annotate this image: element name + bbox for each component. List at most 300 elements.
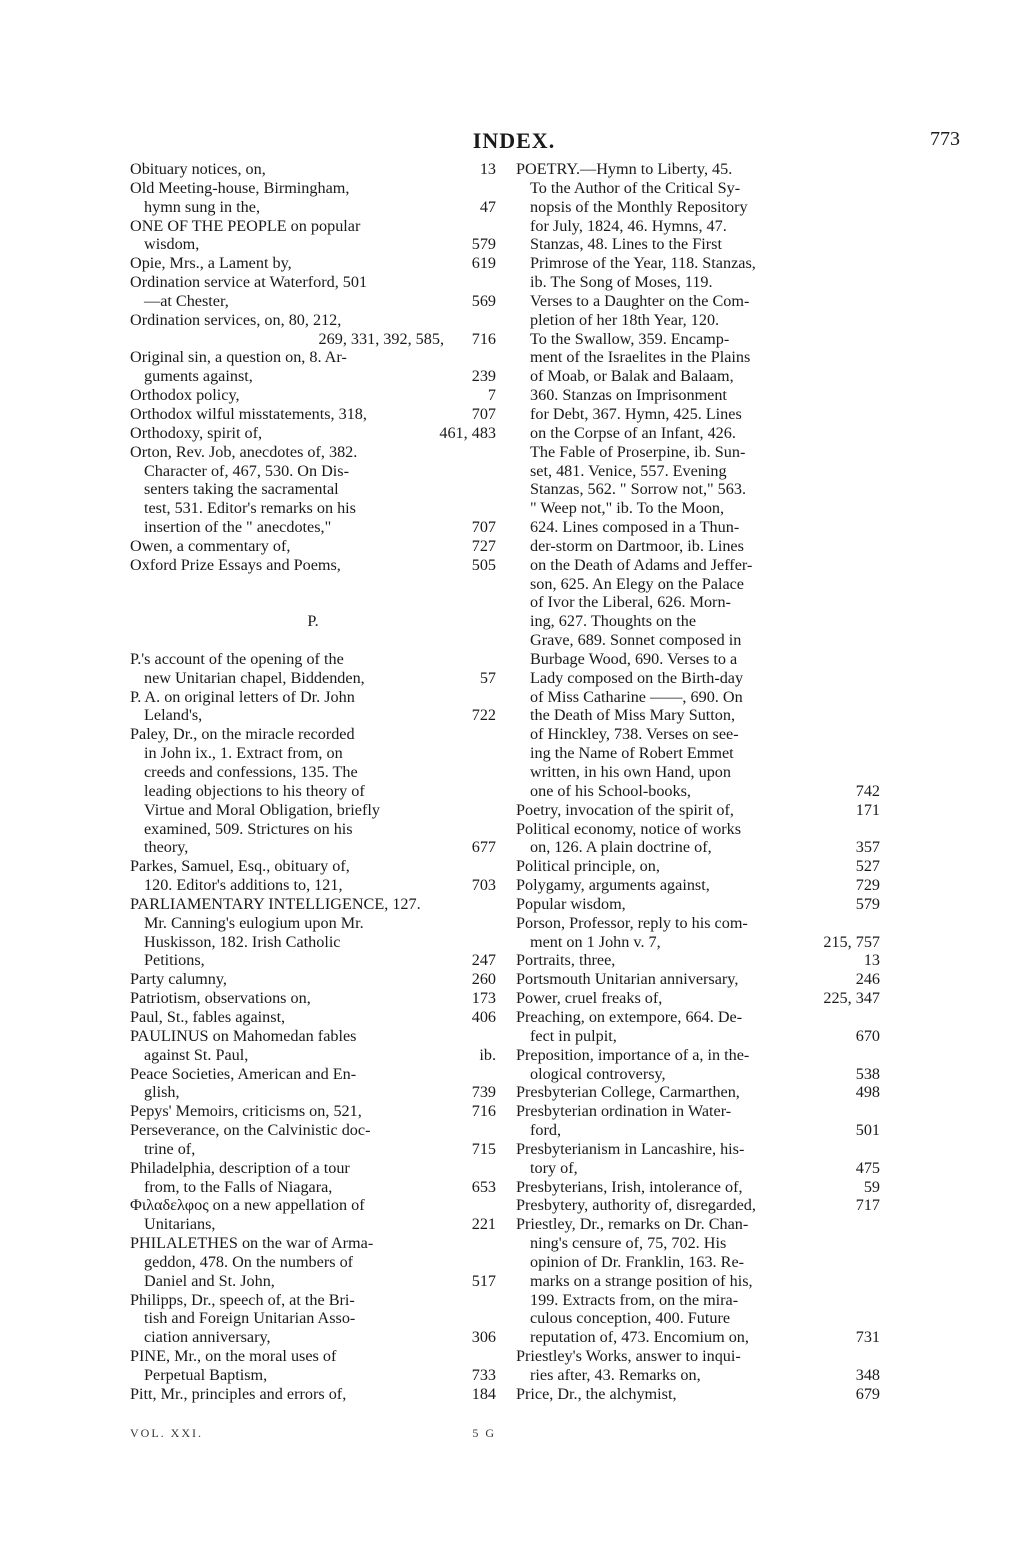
index-entry-line — [130, 688, 496, 707]
entry-text: opinion of Dr. Franklin, 163. Re- — [530, 1252, 745, 1271]
index-entry-line — [130, 1347, 496, 1366]
entry-text: Party calumny, — [130, 970, 227, 989]
index-entry-line — [130, 537, 496, 556]
index-entry-line — [516, 1234, 880, 1253]
entry-text: Stanzas, 48. Lines to the First — [530, 235, 722, 254]
entry-text: P.'s account of the opening of the — [130, 649, 344, 668]
entry-text: glish, — [144, 1083, 180, 1102]
index-entry-line — [130, 1328, 496, 1347]
entry-text: PHILALETHES on the war of Arma- — [130, 1234, 374, 1253]
index-entry-line — [130, 367, 496, 386]
index-entry-line — [516, 895, 880, 914]
entry-text: one of his School-books, — [530, 781, 691, 800]
index-entry-line — [516, 1215, 880, 1234]
index-entry-line — [130, 725, 496, 744]
entry-text: tory of, — [530, 1158, 578, 1177]
index-entry-line — [516, 1140, 880, 1159]
index-entry-line — [516, 348, 880, 367]
entry-text: Verses to a Daughter on the Com- — [530, 291, 750, 310]
index-entry-line — [130, 876, 496, 895]
entry-text: ib. The Song of Moses, 119. — [530, 273, 713, 292]
entry-text: Φιλαδελφος on a new appellation of — [130, 1196, 365, 1215]
entry-text: test, 531. Editor's remarks on his — [144, 499, 356, 518]
entry-text: 269, 331, 392, 585, — [318, 329, 444, 348]
index-entry-line — [516, 386, 880, 405]
entry-text: Burbage Wood, 690. Verses to a — [530, 649, 738, 668]
entry-text: set, 481. Venice, 557. Evening — [530, 461, 727, 480]
index-entry-line — [130, 970, 496, 989]
entry-text: Pitt, Mr., principles and errors of, — [130, 1384, 347, 1403]
index-entry-line — [516, 1083, 880, 1102]
entry-text: creeds and confessions, 135. The — [144, 763, 358, 781]
entry-text: Presbyterianism in Lancashire, his- — [516, 1139, 745, 1158]
index-entry-line — [516, 989, 880, 1008]
entry-text: written, in his own Hand, upon — [530, 763, 731, 781]
index-entry-line — [130, 763, 496, 782]
entry-text: Character of, 467, 530. On Dis- — [144, 461, 349, 480]
index-entry-line — [516, 235, 880, 254]
entry-page-ref: 703 — [471, 876, 496, 895]
index-entry-line — [516, 1102, 880, 1121]
index-entry-line — [516, 1366, 880, 1385]
entry-page-ref: 653 — [471, 1177, 496, 1196]
signature-mark: 5 G — [472, 1426, 496, 1440]
index-entry-line — [130, 1385, 496, 1404]
entry-text: POETRY.—Hymn to Liberty, 45. — [516, 160, 733, 178]
index-entry-line — [130, 838, 496, 857]
index-entry-line — [130, 1008, 496, 1027]
entry-text: Poetry, invocation of the spirit of, — [516, 800, 734, 819]
entry-text: PINE, Mr., on the moral uses of — [130, 1347, 337, 1366]
entry-text: Obituary notices, on, — [130, 160, 266, 178]
entry-text: Portsmouth Unitarian anniversary, — [516, 970, 739, 989]
entry-text: ning's censure of, 75, 702. His — [530, 1234, 727, 1253]
index-entry-line — [130, 1027, 496, 1046]
index-entry-line — [516, 330, 880, 349]
index-entry-line — [516, 669, 880, 688]
index-entry-line — [516, 593, 880, 612]
entry-text: tish and Foreign Unitarian Asso- — [144, 1309, 356, 1328]
index-entry-line — [516, 292, 880, 311]
index-entry-line — [130, 424, 496, 443]
index-entry-line — [516, 688, 880, 707]
index-entry-line — [516, 631, 880, 650]
index-entry-line — [516, 782, 880, 801]
entry-page-ref: 225, 347 — [823, 989, 880, 1008]
entry-text: " Weep not," ib. To the Moon, — [530, 499, 725, 518]
entry-page-ref: 13 — [479, 160, 496, 178]
entry-page-ref: ib. — [479, 1045, 496, 1064]
entry-page-ref: 677 — [471, 838, 496, 857]
entry-text: The Fable of Proserpine, ib. Sun- — [530, 442, 746, 461]
entry-text: new Unitarian chapel, Biddenden, — [144, 668, 365, 687]
entry-text: ford, — [530, 1121, 562, 1140]
entry-text: ment on 1 John v. 7, — [530, 932, 661, 951]
entry-text: der-storm on Dartmoor, ib. Lines — [530, 536, 744, 555]
entry-text: of Moab, or Balak and Balaam, — [530, 367, 734, 386]
index-entry-line — [130, 1309, 496, 1328]
entry-text: Patriotism, observations on, — [130, 989, 311, 1008]
index-entry-line — [130, 462, 496, 481]
index-entry-line — [516, 1178, 880, 1197]
index-entry-line — [516, 1347, 880, 1366]
entry-page-ref: 707 — [471, 404, 496, 423]
entry-text: Virtue and Moral Obligation, briefly — [144, 800, 380, 819]
entry-page-ref: 215, 757 — [823, 932, 880, 951]
entry-text: on, 126. A plain doctrine of, — [530, 838, 712, 857]
entry-text: Price, Dr., the alchymist, — [516, 1384, 677, 1403]
index-entry-line — [130, 801, 496, 820]
entry-page-ref: 731 — [855, 1328, 880, 1347]
entry-text: Lady composed on the Birth-day — [530, 668, 744, 687]
entry-text: nopsis of the Monthly Repository — [530, 197, 748, 216]
index-entry-line — [516, 198, 880, 217]
index-entry-line — [130, 1291, 496, 1310]
index-entry-line — [516, 1309, 880, 1328]
index-entry-line — [130, 1234, 496, 1253]
index-entry-line — [516, 1046, 880, 1065]
index-entry-line — [516, 914, 880, 933]
index-entry-line — [130, 820, 496, 839]
entry-text: To the Swallow, 359. Encamp- — [530, 329, 730, 348]
entry-text: trine of, — [144, 1139, 196, 1158]
index-entry-line — [130, 782, 496, 801]
entry-text: Orthodox wilful misstatements, 318, — [130, 404, 367, 423]
index-entry-line — [516, 1121, 880, 1140]
entry-page-ref: 357 — [855, 838, 880, 857]
index-entry-line — [130, 480, 496, 499]
entry-text: guments against, — [144, 367, 253, 386]
index-entry-line — [516, 612, 880, 631]
index-entry-line — [130, 1253, 496, 1272]
running-head-title: INDEX. — [472, 128, 556, 153]
index-entry-line — [130, 1065, 496, 1084]
index-entry-line — [130, 235, 496, 254]
entry-text: Popular wisdom, — [516, 894, 626, 913]
entry-text: Polygamy, arguments against, — [516, 876, 710, 895]
entry-page-ref: 579 — [855, 894, 880, 913]
footer — [130, 1426, 496, 1441]
index-entry-line — [516, 480, 880, 499]
entry-text: son, 625. An Elegy on the Palace — [530, 574, 744, 593]
index-entry-line — [130, 744, 496, 763]
entry-text: Priestley, Dr., remarks on Dr. Chan- — [516, 1215, 749, 1234]
entry-text: in John ix., 1. Extract from, on — [144, 744, 343, 763]
index-column-left — [130, 160, 496, 1404]
entry-text: Unitarians, — [144, 1215, 216, 1234]
entry-text: Stanzas, 562. " Sorrow not," 563. — [530, 480, 746, 499]
entry-page-ref: 619 — [471, 254, 496, 273]
index-entry-line — [130, 254, 496, 273]
entry-page-ref: 716 — [471, 329, 496, 348]
entry-text: Primrose of the Year, 118. Stanzas, — [530, 254, 756, 273]
index-entry-line — [516, 443, 880, 462]
entry-text: ries after, 43. Remarks on, — [530, 1366, 701, 1384]
index-entry-line — [516, 650, 880, 669]
index-entry-line — [516, 876, 880, 895]
index-entry-line — [130, 951, 496, 970]
entry-page-ref: 475 — [855, 1158, 880, 1177]
entry-text: from, to the Falls of Niagara, — [144, 1177, 333, 1196]
index-entry-line — [130, 593, 496, 612]
index-entry-line — [130, 160, 496, 179]
index-entry-line — [130, 1159, 496, 1178]
entry-page-ref: 517 — [471, 1271, 496, 1290]
index-entry-line — [516, 1328, 880, 1347]
index-entry-line — [516, 706, 880, 725]
index-entry-line — [130, 1178, 496, 1197]
entry-text: Political principle, on, — [516, 857, 660, 876]
index-entry-line — [516, 575, 880, 594]
entry-text: ing, 627. Thoughts on the — [530, 612, 697, 631]
index-entry-line — [516, 838, 880, 857]
entry-page-ref: 739 — [471, 1083, 496, 1102]
entry-page-ref: 239 — [471, 367, 496, 386]
entry-page-ref: 679 — [855, 1384, 880, 1403]
index-entry-line — [516, 1272, 880, 1291]
index-entry-line — [516, 160, 880, 179]
index-entry-line — [516, 367, 880, 386]
index-entry-line — [516, 217, 880, 236]
entry-text: Presbyterians, Irish, intolerance of, — [516, 1177, 743, 1196]
index-entry-line — [516, 254, 880, 273]
index-entry-line — [130, 669, 496, 688]
index-entry-line — [130, 706, 496, 725]
entry-text: pletion of her 18th Year, 120. — [530, 310, 720, 329]
index-entry-line — [516, 1385, 880, 1404]
index-entry-line — [516, 1253, 880, 1272]
index-entry-line — [130, 631, 496, 650]
entry-page-ref: 260 — [471, 970, 496, 989]
entry-page-ref: 538 — [855, 1064, 880, 1083]
entry-text: Perseverance, on the Calvinistic doc- — [130, 1121, 371, 1140]
index-entry-line — [130, 914, 496, 933]
index-entry-line — [130, 330, 496, 349]
index-entry-line — [130, 273, 496, 292]
entry-text: Huskisson, 182. Irish Catholic — [144, 932, 341, 951]
index-entry-line — [130, 1272, 496, 1291]
entry-page-ref: 729 — [855, 876, 880, 895]
entry-page-ref: 505 — [471, 555, 496, 574]
index-entry-line — [130, 405, 496, 424]
entry-text: Petitions, — [144, 951, 205, 970]
entry-page-ref: 722 — [471, 706, 496, 725]
entry-text: Preposition, importance of a, in the- — [516, 1045, 750, 1064]
index-entry-line — [516, 273, 880, 292]
index-entry-line — [516, 311, 880, 330]
entry-text: wisdom, — [144, 235, 200, 254]
entry-page-ref: 742 — [855, 781, 880, 800]
index-entry-line — [130, 217, 496, 236]
index-entry-line — [130, 348, 496, 367]
entry-text: against St. Paul, — [144, 1045, 249, 1064]
entry-text: on the Corpse of an Infant, 426. — [530, 423, 736, 442]
entry-text: 360. Stanzas on Imprisonment — [530, 386, 727, 405]
entry-page-ref: 727 — [471, 536, 496, 555]
index-entry-line — [516, 462, 880, 481]
index-entry-line — [516, 499, 880, 518]
entry-page-ref: 501 — [855, 1121, 880, 1140]
index-entry-line — [130, 1196, 496, 1215]
index-entry-line — [130, 556, 496, 575]
entry-text: Parkes, Samuel, Esq., obituary of, — [130, 857, 350, 876]
entry-page-ref: 670 — [855, 1026, 880, 1045]
entry-text: of Hinckley, 738. Verses on see- — [530, 725, 739, 744]
entry-text: Presbyterian College, Carmarthen, — [516, 1083, 740, 1102]
index-entry-line — [516, 820, 880, 839]
entry-text: for July, 1824, 46. Hymns, 47. — [530, 216, 727, 235]
index-entry-line — [516, 1159, 880, 1178]
index-entry-line — [516, 179, 880, 198]
entry-page-ref: 716 — [471, 1102, 496, 1121]
entry-page-ref: 707 — [471, 518, 496, 537]
entry-text: insertion of the " anecdotes," — [144, 518, 332, 537]
entry-text: Oxford Prize Essays and Poems, — [130, 555, 341, 574]
entry-text: Orthodoxy, spirit of, — [130, 423, 263, 442]
entry-text: the Death of Miss Mary Sutton, — [530, 706, 736, 725]
entry-page-ref: 406 — [471, 1007, 496, 1026]
entry-text: 199. Extracts from, on the mira- — [530, 1290, 739, 1309]
entry-text: PARLIAMENTARY INTELLIGENCE, 127. — [130, 894, 421, 913]
entry-page-ref: 171 — [855, 800, 880, 819]
index-entry-line — [130, 198, 496, 217]
entry-text: Philipps, Dr., speech of, at the Bri- — [130, 1290, 355, 1309]
entry-text: 120. Editor's additions to, 121, — [144, 876, 343, 895]
index-entry-line — [130, 857, 496, 876]
entry-text: senters taking the sacramental — [144, 480, 339, 499]
entry-page-ref: 59 — [863, 1177, 880, 1196]
entry-page-ref: 221 — [471, 1215, 496, 1234]
index-entry-line — [130, 933, 496, 952]
entry-text: ciation anniversary, — [144, 1328, 271, 1347]
index-entry-line — [516, 725, 880, 744]
entry-text: Original sin, a question on, 8. Ar- — [130, 348, 347, 367]
index-entry-line — [516, 556, 880, 575]
index-entry-line — [130, 311, 496, 330]
entry-text: Old Meeting-house, Birmingham, — [130, 178, 350, 197]
index-entry-line — [516, 1008, 880, 1027]
entry-text: ONE OF THE PEOPLE on popular — [130, 216, 361, 235]
entry-text: Peace Societies, American and En- — [130, 1064, 357, 1083]
index-entry-line — [516, 763, 880, 782]
index-entry-line — [130, 499, 496, 518]
entry-page-ref: 173 — [471, 989, 496, 1008]
entry-text: Ordination service at Waterford, 501 — [130, 273, 368, 292]
entry-text: Ordination services, on, 80, 212, — [130, 310, 342, 329]
entry-page-ref: 7 — [487, 386, 496, 405]
page-number: 773 — [930, 128, 960, 150]
index-entry-line — [516, 801, 880, 820]
entry-text: 624. Lines composed in a Thun- — [530, 518, 740, 537]
index-entry-line — [516, 1291, 880, 1310]
entry-page-ref: 715 — [471, 1139, 496, 1158]
index-entry-line — [516, 405, 880, 424]
index-entry-line — [516, 933, 880, 952]
entry-text: theory, — [144, 838, 189, 857]
entry-text: Porson, Professor, reply to his com- — [516, 913, 748, 932]
entry-text: geddon, 478. On the numbers of — [144, 1252, 354, 1271]
entry-text: Priestley's Works, answer to inqui- — [516, 1347, 741, 1366]
entry-text: Daniel and St. John, — [144, 1271, 275, 1290]
entry-page-ref: 579 — [471, 235, 496, 254]
entry-text: ment of the Israelites in the Plains — [530, 348, 751, 367]
index-entry-line — [130, 386, 496, 405]
entry-text: Perpetual Baptism, — [144, 1366, 268, 1384]
index-entry-line — [130, 1046, 496, 1065]
entry-text: Presbytery, authority of, disregarded, — [516, 1196, 756, 1215]
entry-page-ref: 348 — [855, 1366, 880, 1384]
entry-page-ref: 246 — [855, 970, 880, 989]
index-entry-line — [130, 895, 496, 914]
index-entry-line — [516, 1027, 880, 1046]
entry-text: PAULINUS on Mahomedan fables — [130, 1026, 357, 1045]
entry-text: Presbyterian ordination in Water- — [516, 1102, 732, 1121]
entry-text: on the Death of Adams and Jeffer- — [530, 555, 753, 574]
entry-text: Mr. Canning's eulogium upon Mr. — [144, 913, 364, 932]
entry-text: Owen, a commentary of, — [130, 536, 291, 555]
index-entry-line — [130, 1121, 496, 1140]
entry-text: —at Chester, — [144, 291, 229, 310]
index-column-right — [516, 160, 880, 1404]
entry-text: hymn sung in the, — [144, 197, 261, 216]
entry-text: for Debt, 367. Hymn, 425. Lines — [530, 404, 742, 423]
entry-page-ref: 498 — [855, 1083, 880, 1102]
entry-text: Portraits, three, — [516, 951, 616, 970]
entry-page-ref: 57 — [479, 668, 496, 687]
index-entry-line — [516, 537, 880, 556]
entry-page-ref: 47 — [479, 197, 496, 216]
index-entry-line — [130, 1083, 496, 1102]
index-entry-line — [130, 989, 496, 1008]
entry-text: of Miss Catharine ——, 690. On — [530, 687, 743, 706]
entry-text: ing the Name of Robert Emmet — [530, 744, 734, 763]
section-letter — [130, 612, 496, 631]
index-entry-line — [130, 1215, 496, 1234]
entry-text: Orton, Rev. Job, anecdotes of, 382. — [130, 442, 358, 461]
entry-text: Pepys' Memoirs, criticisms on, 521, — [130, 1102, 362, 1121]
index-entry-line — [516, 424, 880, 443]
entry-text: ological controversy, — [530, 1064, 666, 1083]
entry-text: P. — [307, 612, 319, 631]
index-entry-line — [516, 518, 880, 537]
entry-text: Orthodox policy, — [130, 386, 240, 405]
index-entry-line — [516, 951, 880, 970]
entry-page-ref: 13 — [863, 951, 880, 970]
index-entry-line — [130, 1366, 496, 1385]
entry-page-ref: 184 — [471, 1384, 496, 1403]
index-entry-line — [516, 1065, 880, 1084]
index-entry-line — [516, 1196, 880, 1215]
entry-text: of Ivor the Liberal, 626. Morn- — [530, 593, 731, 612]
entry-page-ref: 461, 483 — [439, 423, 496, 442]
index-entry-line — [130, 179, 496, 198]
entry-text: Opie, Mrs., a Lament by, — [130, 254, 292, 273]
entry-text: To the Author of the Critical Sy- — [530, 178, 741, 197]
entry-text: Paley, Dr., on the miracle recorded — [130, 725, 355, 744]
entry-text: Leland's, — [144, 706, 203, 725]
entry-text: fect in pulpit, — [530, 1026, 617, 1045]
index-entry-line — [130, 292, 496, 311]
entry-text: Political economy, notice of works — [516, 819, 742, 838]
entry-text: Power, cruel freaks of, — [516, 989, 663, 1008]
entry-text: Paul, St., fables against, — [130, 1007, 286, 1026]
index-entry-line — [130, 443, 496, 462]
entry-text: examined, 509. Strictures on his — [144, 819, 353, 838]
entry-text: leading objections to his theory of — [144, 781, 365, 800]
entry-page-ref: 306 — [471, 1328, 496, 1347]
entry-text: Preaching, on extempore, 664. De- — [516, 1007, 743, 1026]
index-entry-line — [130, 575, 496, 594]
